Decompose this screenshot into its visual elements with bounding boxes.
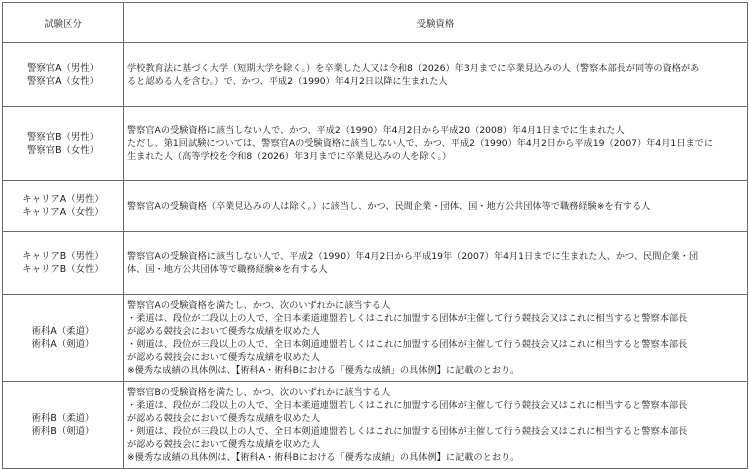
category-line: 警察官B（女性） [26,144,100,156]
category-line: 警察官B（男性） [26,131,100,143]
qualification-line: 警察官Aの受験資格に該当しない人で、かつ、平成2（1990）年4月2日から平成20（2008）年4月1日までに生まれた人 [127,125,625,136]
qualification-line: ※優秀な成績の具体例は、【術科A・術科Bにおける「優秀な成績」の具体例】に記載のとおり。 [127,365,520,376]
qualification-line: ・剣道は、段位が三段以上の人で、全日本剣道連盟若しくはこれに加盟する団体が主催して行う競技会又はこれに相当すると警察本部長 [127,339,688,350]
qualification-line: ・柔道は、段位が二段以上の人で、全日本柔道連盟若しくはこれに加盟する団体が主催して行う競技会又はこれに相当すると警察本部長 [127,400,688,411]
category-cell [3,107,124,181]
table-row [3,232,748,295]
table-row [3,107,748,181]
category-cell [3,43,124,107]
category-line: 警察官A（男性） [26,62,100,74]
qualification-line: 警察官Bの受験資格を満たし、かつ、次のいずれかに該当する人 [127,387,391,398]
qualification-line: が認める競技会において優秀な成績を収めた人 [127,352,320,363]
category-cell [3,295,124,382]
qualification-line: が認める競技会において優秀な成績を収めた人 [127,413,320,424]
category-line: 警察官A（女性） [26,75,100,87]
category-cell [3,232,124,295]
table-row [3,382,748,469]
category-line: キャリアA（男性） [22,194,104,205]
qualification-line: が認める競技会において優秀な成績を収めた人 [127,439,320,450]
table-row [3,43,748,107]
qualification-line: 体、国・地方公共団体等で職務経験※を有する人 [127,264,328,275]
qualification-cell [124,232,748,295]
qualification-cell [124,382,748,469]
qualification-cell [124,181,748,232]
table-row [3,295,748,382]
qualification-cell [124,295,748,382]
category-line: キャリアB（男性） [22,251,104,262]
qualification-cell [124,107,748,181]
category-cell [3,382,124,469]
qualification-line: ると認める人を含む。）で、かつ、平成2（1990）年4月2日以降に生まれた人 [127,75,448,87]
qualification-line: ・柔道は、段位が二段以上の人で、全日本柔道連盟若しくはこれに加盟する団体が主催して行う競技会又はこれに相当すると警察本部長 [127,313,688,324]
category-line: キャリアB（女性） [22,264,104,275]
qualification-line: ・剣道は、段位が三段以上の人で、全日本剣道連盟若しくはこれに加盟する団体が主催して行う競技会又はこれに相当すると警察本部長 [127,426,688,437]
table-header-row [3,3,748,43]
qualification-line: 生まれた人（高等学校を令和8（2026）年3月までに卒業見込みの人を除く。） [127,151,452,162]
qualification-line: が認める競技会において優秀な成績を収めた人 [127,326,320,337]
qualification-cell [124,43,748,107]
qualification-line: ※優秀な成績の具体例は、【術科A・術科Bにおける「優秀な成績」の具体例】に記載のとおり。 [127,452,520,463]
qualification-line: 警察官Aの受験資格に該当しない人で、平成2（1990）年4月2日から平成19年（2007）年4月1日までに生まれた人、かつ、民間企業・団 [127,251,699,262]
table-row [3,181,748,232]
category-line: 術科A（柔道） [31,326,95,337]
category-cell [3,181,124,232]
category-line: 術科B（剣道） [31,426,95,437]
header-qualification: 受験資格 [124,3,748,43]
qualification-line: 警察官Aの受験資格（卒業見込みの人は除く。）に該当し、かつ、民間企業・団体、国・地方公共団体等で職務経験※を有する人 [127,200,651,212]
qualification-line: 警察官Aの受験資格を満たし、かつ、次のいずれかに該当する人 [127,300,391,311]
qualification-table [2,2,748,469]
category-line: 術科B（柔道） [31,413,95,424]
qualification-line: ただし、第1回試験については、警察官Aの受験資格に該当しない人で、かつ、平成2（1990）年4月2日から平成19（2007）年4月1日までに [127,138,714,149]
category-line: 術科A（剣道） [31,339,95,350]
category-line: キャリアA（女性） [22,207,104,218]
qualification-line: 学校教育法に基づく大学（短期大学を除く。）を卒業した人又は令和8（2026）年3月までに卒業見込みの人（警察本部長が同等の資格があ [127,62,700,74]
header-category: 試験区分 [3,3,124,43]
